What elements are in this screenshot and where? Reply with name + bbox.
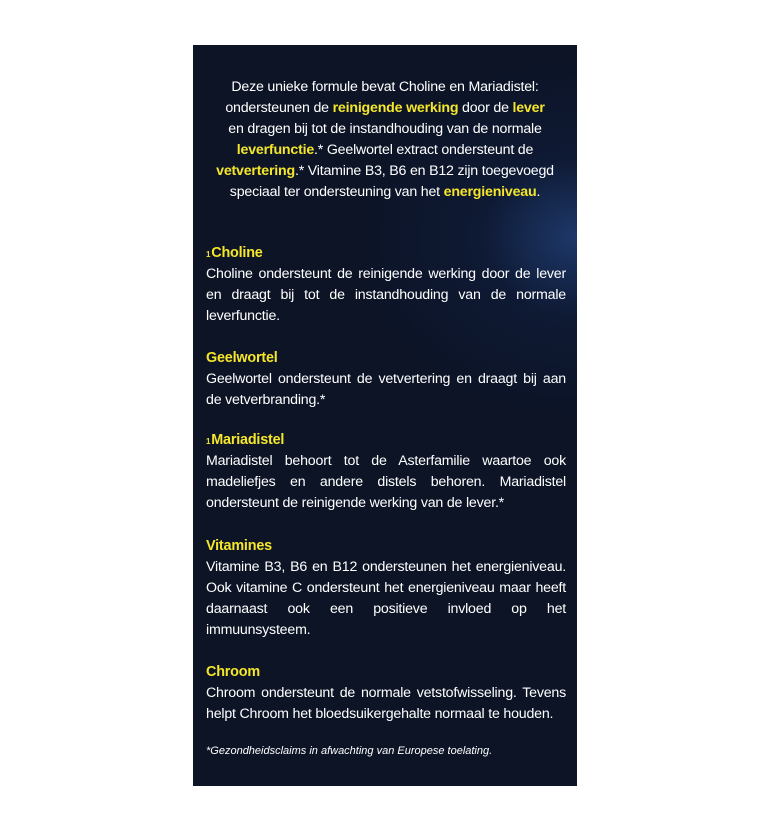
highlight-lever: lever	[512, 99, 545, 116]
highlight-vetvertering: vetvertering	[216, 162, 295, 179]
superscript: 1	[206, 437, 211, 446]
footnote: *Gezondheidsclaims in afwachting van Europese toelating.	[206, 745, 493, 757]
section-title-text: Vitamines	[206, 538, 272, 554]
intro-text-part: ondersteunen de	[225, 99, 333, 116]
section-mariadistel	[206, 430, 566, 514]
section-text: Mariadistel behoort tot de Asterfamilie waartoe ook madeliefjes en andere distels behoren. Mariadistel ondersteunt de reinigende werking van de lever.*	[206, 453, 566, 511]
section-title-text: Geelwortel	[206, 350, 278, 366]
highlight-energieniveau: energieniveau	[443, 183, 537, 200]
section-text: Vitamine B3, B6 en B12 ondersteunen het energieniveau. Ook vitamine C ondersteunt het energieniveau maar heeft daarnaast ook een positieve invloed op het immuunsysteem.	[206, 559, 566, 638]
section-geelwortel	[206, 348, 566, 411]
intro-text-part: .	[536, 183, 541, 200]
section-text: Geelwortel ondersteunt de vetvertering en draagt bij aan de vetverbranding.*	[206, 371, 566, 408]
intro-text	[207, 77, 563, 202]
section-text: Chroom ondersteunt de normale vetstofwisseling. Tevens helpt Chroom het bloedsuikergehalte normaal te houden.	[206, 685, 566, 722]
section-title	[206, 662, 566, 683]
highlight-leverfunctie: leverfunctie	[236, 141, 315, 158]
section-title-text: Mariadistel	[211, 432, 285, 448]
intro-text-part: door de	[458, 99, 513, 116]
section-chroom	[206, 662, 566, 725]
intro-line-1: Deze unieke formule bevat Choline en Mariadistel:	[231, 79, 539, 95]
product-info-panel	[193, 45, 577, 786]
section-title	[206, 348, 566, 369]
section-vitamines	[206, 536, 566, 641]
section-title	[206, 536, 566, 557]
section-title-text: Choline	[211, 245, 263, 261]
intro-text-part: .* Vitamine B3, B6 en B12 zijn toegevoegd speciaal ter ondersteuning van het	[229, 162, 554, 200]
section-title	[206, 243, 566, 264]
section-title-text: Chroom	[206, 664, 260, 680]
section-choline	[206, 243, 566, 327]
superscript: 1	[206, 250, 211, 259]
section-title	[206, 430, 566, 451]
intro-text-part: .* Geelwortel extract ondersteunt de	[314, 141, 534, 158]
section-text: Choline ondersteunt de reinigende werking door de lever en draagt bij tot de instandhouding van de normale leverfunctie.	[206, 266, 566, 324]
intro-text-part: en dragen bij tot de instandhouding van de normale	[228, 120, 542, 137]
highlight-reinigende-werking: reinigende werking	[332, 99, 459, 116]
